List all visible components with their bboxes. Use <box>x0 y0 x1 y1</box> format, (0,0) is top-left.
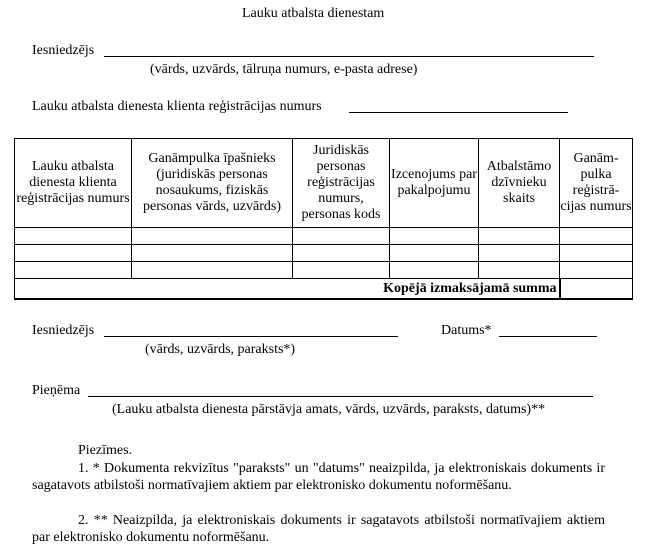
col-header-animal-count: Atbalstāmo dzīvnieku skaits <box>479 139 560 228</box>
table-cell[interactable] <box>560 245 633 262</box>
total-value-cell[interactable] <box>560 279 633 300</box>
table-cell[interactable] <box>479 245 560 262</box>
client-reg-label: Lauku atbalsta dienesta klienta reģistrācijas numurs <box>32 99 322 114</box>
table-row <box>15 262 633 279</box>
accepted-hint: (Lauku atbalsta dienesta pārstāvja amats, vārds, uzvārds, paraksts, datums)** <box>112 402 546 417</box>
total-label: Kopējā izmaksājamā summa <box>15 279 560 300</box>
table-cell[interactable] <box>479 228 560 245</box>
submitter-label: Iesniedzējs <box>32 43 95 58</box>
table-header-row <box>15 139 633 228</box>
table-cell[interactable] <box>390 228 479 245</box>
note-item: 2. ** Neaizpilda, ja elektroniskais dokuments ir sagatavots atbilstoši normatīvajiem aktiem par elektronisko dokumentu noformēšanu. <box>32 513 605 545</box>
col-header-price: Izcenojums par pakalpojumu <box>390 139 479 228</box>
signature-field[interactable] <box>104 336 398 337</box>
table-total-row <box>15 279 633 300</box>
table-cell[interactable] <box>293 228 390 245</box>
signature-hint: (vārds, uzvārds, paraksts*) <box>145 342 296 357</box>
date-label: Datums* <box>441 323 492 338</box>
table-cell[interactable] <box>560 262 633 279</box>
table-cell[interactable] <box>132 228 293 245</box>
table-cell[interactable] <box>560 228 633 245</box>
table-cell[interactable] <box>390 262 479 279</box>
livestock-table <box>14 138 633 300</box>
table-cell[interactable] <box>390 245 479 262</box>
accepted-field[interactable] <box>88 396 593 397</box>
table-row <box>15 228 633 245</box>
table-cell[interactable] <box>479 262 560 279</box>
signature-label: Iesniedzējs <box>32 323 95 338</box>
table-cell[interactable] <box>15 245 132 262</box>
note-item: 1. * Dokumenta rekvizītus "paraksts" un "datums" neaizpilda, ja elektroniskais dokuments ir sagatavots atbilstoši normatīvajiem aktiem par elektronisko dokumentu noformēšanu. <box>32 461 605 493</box>
col-header-client-reg: Lauku atbalsta dienesta klienta reģistrācijas numurs <box>15 139 132 228</box>
table-cell[interactable] <box>132 245 293 262</box>
notes-heading: Piezīmes. <box>78 443 133 458</box>
col-header-owner: Ganāmpulka īpašnieks (juridiskās personas nosaukums, fiziskās personas vārds, uzvārds) <box>132 139 293 228</box>
accepted-label: Pieņēma <box>32 383 81 398</box>
page-title: Lauku atbalsta dienestam <box>242 6 385 21</box>
submitter-field[interactable] <box>104 56 594 57</box>
col-header-legal-reg: Juridiskās personas reģistrācijas numurs, personas kods <box>293 139 390 228</box>
table-row <box>15 245 633 262</box>
client-reg-field[interactable] <box>349 112 568 113</box>
table-cell[interactable] <box>132 262 293 279</box>
table-cell[interactable] <box>15 228 132 245</box>
table-cell[interactable] <box>293 262 390 279</box>
table-cell[interactable] <box>293 245 390 262</box>
submitter-hint: (vārds, uzvārds, tālruņa numurs, e-pasta adrese) <box>150 62 418 77</box>
date-field[interactable] <box>499 336 597 337</box>
col-header-herd-reg: Ganām-pulka reģistrā-cijas numurs <box>560 139 633 228</box>
table-cell[interactable] <box>15 262 132 279</box>
